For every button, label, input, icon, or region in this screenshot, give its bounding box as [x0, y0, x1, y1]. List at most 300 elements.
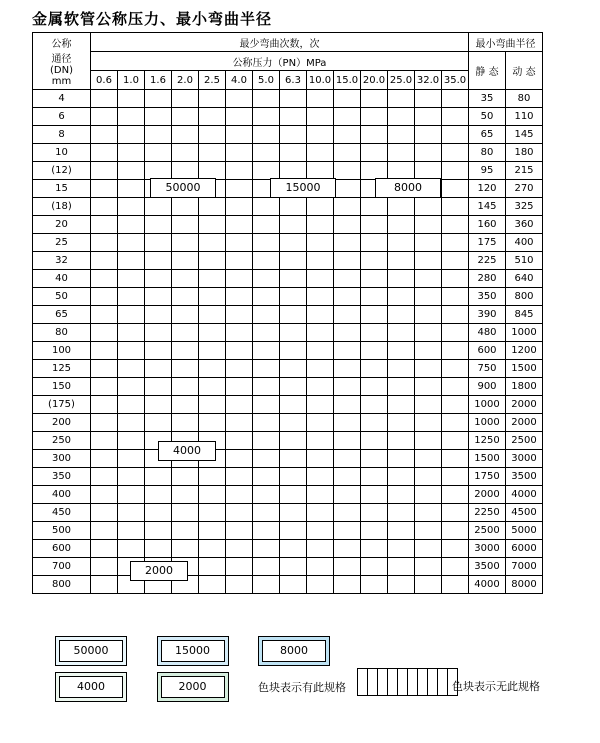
- cell-pn-6: [253, 252, 280, 270]
- cell-pn-3: [172, 360, 199, 378]
- legend-grid-swatch: [357, 668, 458, 696]
- table-row: [33, 432, 543, 450]
- cell-pn-8: [307, 270, 334, 288]
- cell-static-radius: 350: [469, 288, 506, 306]
- cell-pn-3: [172, 396, 199, 414]
- cell-pn-10: [361, 144, 388, 162]
- inline-label-50000: 50000: [150, 178, 216, 198]
- cell-pn-12: [415, 396, 442, 414]
- cell-pn-9: [334, 234, 361, 252]
- legend-swatch-50000: [55, 636, 127, 666]
- cell-pn-10: [361, 360, 388, 378]
- cell-pn-5: [226, 378, 253, 396]
- cell-pn-12: [415, 198, 442, 216]
- cell-pn-7: [280, 468, 307, 486]
- legend-grid-cell: [368, 669, 378, 696]
- cell-dn: 150: [33, 378, 91, 396]
- cell-dn: 80: [33, 324, 91, 342]
- table-row: [33, 234, 543, 252]
- cell-pn-0: [91, 144, 118, 162]
- cell-pn-2: [145, 198, 172, 216]
- cell-pn-13: [442, 288, 469, 306]
- cell-pn-5: [226, 252, 253, 270]
- cell-pn-1: [118, 378, 145, 396]
- legend-swatch-2000: [157, 672, 229, 702]
- cell-pn-3: [172, 414, 199, 432]
- cell-static-radius: 4000: [469, 576, 506, 594]
- cell-static-radius: 225: [469, 252, 506, 270]
- cell-pn-13: [442, 324, 469, 342]
- cell-pn-1: [118, 180, 145, 198]
- cell-dynamic-radius: 4000: [506, 486, 543, 504]
- cell-pn-9: [334, 342, 361, 360]
- cell-dynamic-radius: 510: [506, 252, 543, 270]
- cell-pn-13: [442, 180, 469, 198]
- cell-dn: 65: [33, 306, 91, 324]
- cell-static-radius: 95: [469, 162, 506, 180]
- inline-label-15000: 15000: [270, 178, 336, 198]
- cell-pn-12: [415, 90, 442, 108]
- cell-pn-13: [442, 252, 469, 270]
- cell-pn-10: [361, 162, 388, 180]
- cell-dynamic-radius: 110: [506, 108, 543, 126]
- header-row-1: [33, 33, 543, 52]
- cell-pn-8: [307, 468, 334, 486]
- cell-pn-10: [361, 270, 388, 288]
- cell-pn-9: [334, 378, 361, 396]
- spec-table-container: [32, 32, 543, 594]
- cell-pn-4: [199, 108, 226, 126]
- cell-pn-8: [307, 288, 334, 306]
- cell-pn-12: [415, 522, 442, 540]
- cell-pn-11: [388, 162, 415, 180]
- cell-pn-2: [145, 342, 172, 360]
- legend-label-2000: 2000: [161, 676, 225, 698]
- table-row: [33, 90, 543, 108]
- cell-dynamic-radius: 400: [506, 234, 543, 252]
- cell-pn-12: [415, 558, 442, 576]
- cell-pn-6: [253, 324, 280, 342]
- cell-dynamic-radius: 4500: [506, 504, 543, 522]
- cell-pn-11: [388, 378, 415, 396]
- cell-pn-9: [334, 432, 361, 450]
- cell-pn-9: [334, 324, 361, 342]
- cell-pn-8: [307, 198, 334, 216]
- cell-pn-4: [199, 486, 226, 504]
- cell-pn-7: [280, 162, 307, 180]
- cell-pn-5: [226, 450, 253, 468]
- cell-pn-4: [199, 306, 226, 324]
- cell-pn-6: [253, 270, 280, 288]
- inline-label-2000: 2000: [130, 561, 188, 581]
- cell-pn-13: [442, 450, 469, 468]
- cell-pn-6: [253, 378, 280, 396]
- cell-static-radius: 1000: [469, 414, 506, 432]
- table-body: [33, 90, 543, 594]
- cell-pn-10: [361, 252, 388, 270]
- cell-pn-7: [280, 450, 307, 468]
- cell-static-radius: 1500: [469, 450, 506, 468]
- cell-pn-5: [226, 522, 253, 540]
- cell-pn-12: [415, 288, 442, 306]
- cell-pn-10: [361, 306, 388, 324]
- cell-pn-8: [307, 306, 334, 324]
- cell-pn-11: [388, 126, 415, 144]
- cell-pn-0: [91, 234, 118, 252]
- table-row: [33, 504, 543, 522]
- cell-pn-6: [253, 396, 280, 414]
- cell-dn: 32: [33, 252, 91, 270]
- cell-pn-0: [91, 414, 118, 432]
- cell-pn-9: [334, 108, 361, 126]
- cell-pn-8: [307, 576, 334, 594]
- cell-pn-0: [91, 288, 118, 306]
- cell-pn-1: [118, 234, 145, 252]
- cell-pn-8: [307, 558, 334, 576]
- cell-pn-4: [199, 504, 226, 522]
- cell-pn-8: [307, 360, 334, 378]
- header-static: 静 态: [469, 52, 506, 90]
- cell-pn-7: [280, 504, 307, 522]
- header-pn-9: 15.0: [334, 71, 361, 90]
- cell-dn: 700: [33, 558, 91, 576]
- cell-pn-1: [118, 198, 145, 216]
- cell-dn: 20: [33, 216, 91, 234]
- cell-pn-7: [280, 378, 307, 396]
- cell-pn-11: [388, 396, 415, 414]
- cell-pn-10: [361, 216, 388, 234]
- cell-pn-2: [145, 162, 172, 180]
- header-pn-2: 1.6: [145, 71, 172, 90]
- cell-pn-2: [145, 522, 172, 540]
- cell-pn-13: [442, 198, 469, 216]
- cell-pn-8: [307, 216, 334, 234]
- inline-label-4000: 4000: [158, 441, 216, 461]
- cell-pn-7: [280, 90, 307, 108]
- table-row: [33, 252, 543, 270]
- cell-pn-13: [442, 342, 469, 360]
- cell-pn-8: [307, 432, 334, 450]
- cell-dynamic-radius: 270: [506, 180, 543, 198]
- cell-pn-10: [361, 522, 388, 540]
- cell-pn-8: [307, 252, 334, 270]
- cell-pn-0: [91, 396, 118, 414]
- cell-static-radius: 2000: [469, 486, 506, 504]
- cell-pn-12: [415, 450, 442, 468]
- legend-swatch-4000: [55, 672, 127, 702]
- cell-pn-9: [334, 486, 361, 504]
- cell-dynamic-radius: 360: [506, 216, 543, 234]
- cell-pn-10: [361, 432, 388, 450]
- cell-pn-2: [145, 234, 172, 252]
- table-row: [33, 540, 543, 558]
- cell-pn-4: [199, 342, 226, 360]
- cell-pn-13: [442, 540, 469, 558]
- cell-pn-0: [91, 522, 118, 540]
- cell-pn-3: [172, 162, 199, 180]
- cell-pn-10: [361, 324, 388, 342]
- cell-pn-4: [199, 198, 226, 216]
- table-row: [33, 126, 543, 144]
- cell-pn-4: [199, 468, 226, 486]
- legend-label-4000: 4000: [59, 676, 123, 698]
- cell-pn-7: [280, 576, 307, 594]
- cell-dynamic-radius: 325: [506, 198, 543, 216]
- cell-pn-10: [361, 576, 388, 594]
- cell-pn-9: [334, 540, 361, 558]
- cell-static-radius: 1250: [469, 432, 506, 450]
- cell-pn-5: [226, 360, 253, 378]
- cell-pn-11: [388, 90, 415, 108]
- legend-note-color: 色块表示有此规格: [258, 681, 346, 694]
- table-row: [33, 342, 543, 360]
- cell-pn-13: [442, 396, 469, 414]
- cell-pn-6: [253, 360, 280, 378]
- header-dn-l2: 通径: [51, 54, 72, 65]
- cell-pn-8: [307, 108, 334, 126]
- cell-dn: 500: [33, 522, 91, 540]
- cell-pn-13: [442, 468, 469, 486]
- cell-pn-5: [226, 540, 253, 558]
- cell-pn-9: [334, 360, 361, 378]
- cell-pn-4: [199, 324, 226, 342]
- table-header: [33, 33, 543, 90]
- cell-pn-2: [145, 216, 172, 234]
- cell-pn-5: [226, 324, 253, 342]
- cell-pn-2: [145, 396, 172, 414]
- header-dn-l1: 公称: [51, 39, 72, 50]
- cell-dynamic-radius: 80: [506, 90, 543, 108]
- legend-swatch-15000: [157, 636, 229, 666]
- cell-pn-10: [361, 414, 388, 432]
- cell-pn-5: [226, 216, 253, 234]
- cell-pn-4: [199, 162, 226, 180]
- cell-pn-6: [253, 306, 280, 324]
- cell-pn-13: [442, 432, 469, 450]
- cell-pn-2: [145, 468, 172, 486]
- cell-dynamic-radius: 145: [506, 126, 543, 144]
- table-row: [33, 162, 543, 180]
- header-pn-3: 2.0: [172, 71, 199, 90]
- cell-static-radius: 600: [469, 342, 506, 360]
- cell-pn-6: [253, 504, 280, 522]
- cell-pn-6: [253, 468, 280, 486]
- cell-pn-10: [361, 558, 388, 576]
- cell-pn-13: [442, 270, 469, 288]
- cell-pn-12: [415, 468, 442, 486]
- cell-pn-4: [199, 558, 226, 576]
- cell-pn-9: [334, 90, 361, 108]
- cell-pn-0: [91, 540, 118, 558]
- cell-pn-2: [145, 360, 172, 378]
- table-row: [33, 144, 543, 162]
- cell-pn-5: [226, 180, 253, 198]
- cell-pn-9: [334, 450, 361, 468]
- cell-dynamic-radius: 2000: [506, 396, 543, 414]
- cell-pn-10: [361, 450, 388, 468]
- cell-pn-0: [91, 468, 118, 486]
- cell-pn-11: [388, 306, 415, 324]
- cell-pn-0: [91, 180, 118, 198]
- cell-static-radius: 3000: [469, 540, 506, 558]
- cell-pn-7: [280, 198, 307, 216]
- cell-pn-8: [307, 234, 334, 252]
- cell-dn: 200: [33, 414, 91, 432]
- table-row: [33, 198, 543, 216]
- cell-pn-8: [307, 162, 334, 180]
- header-pn-0: 0.6: [91, 71, 118, 90]
- cell-pn-1: [118, 324, 145, 342]
- cell-pn-10: [361, 108, 388, 126]
- cell-pn-11: [388, 288, 415, 306]
- cell-pn-9: [334, 270, 361, 288]
- cell-pn-4: [199, 522, 226, 540]
- cell-pn-10: [361, 126, 388, 144]
- cell-pn-5: [226, 504, 253, 522]
- table-row: [33, 450, 543, 468]
- cell-pn-1: [118, 396, 145, 414]
- cell-pn-7: [280, 126, 307, 144]
- cell-pn-9: [334, 252, 361, 270]
- cell-pn-4: [199, 90, 226, 108]
- cell-pn-11: [388, 324, 415, 342]
- cell-pn-10: [361, 90, 388, 108]
- cell-dynamic-radius: 3500: [506, 468, 543, 486]
- cell-pn-3: [172, 342, 199, 360]
- cell-pn-11: [388, 234, 415, 252]
- header-dn-l3: (DN): [50, 65, 73, 76]
- cell-pn-7: [280, 306, 307, 324]
- cell-pn-3: [172, 234, 199, 252]
- cell-pn-3: [172, 126, 199, 144]
- cell-dn: 350: [33, 468, 91, 486]
- cell-pn-5: [226, 162, 253, 180]
- cell-pn-13: [442, 144, 469, 162]
- cell-pn-11: [388, 486, 415, 504]
- cell-pn-13: [442, 162, 469, 180]
- cell-pn-4: [199, 216, 226, 234]
- cell-static-radius: 1750: [469, 468, 506, 486]
- cell-pn-12: [415, 378, 442, 396]
- cell-static-radius: 3500: [469, 558, 506, 576]
- legend-grid-cell: [418, 669, 428, 696]
- legend-grid-cell: [408, 669, 418, 696]
- cell-pn-6: [253, 522, 280, 540]
- cell-dynamic-radius: 640: [506, 270, 543, 288]
- cell-pn-9: [334, 522, 361, 540]
- cell-pn-11: [388, 432, 415, 450]
- cell-pn-4: [199, 396, 226, 414]
- cell-dynamic-radius: 7000: [506, 558, 543, 576]
- cell-pn-8: [307, 522, 334, 540]
- cell-pn-12: [415, 324, 442, 342]
- cell-pn-2: [145, 252, 172, 270]
- cell-pn-8: [307, 342, 334, 360]
- cell-pn-1: [118, 414, 145, 432]
- cell-pn-9: [334, 198, 361, 216]
- legend-grid-cell: [398, 669, 408, 696]
- cell-pn-1: [118, 504, 145, 522]
- cell-pn-5: [226, 108, 253, 126]
- cell-static-radius: 35: [469, 90, 506, 108]
- cell-pn-1: [118, 162, 145, 180]
- cell-pn-0: [91, 576, 118, 594]
- cell-dynamic-radius: 5000: [506, 522, 543, 540]
- cell-pn-1: [118, 432, 145, 450]
- cell-pn-7: [280, 522, 307, 540]
- cell-pn-4: [199, 576, 226, 594]
- cell-pn-12: [415, 486, 442, 504]
- cell-pn-6: [253, 162, 280, 180]
- table-row: [33, 324, 543, 342]
- cell-pn-1: [118, 360, 145, 378]
- cell-pn-7: [280, 324, 307, 342]
- header-min-radius: 最小弯曲半径: [469, 33, 543, 52]
- cell-pn-6: [253, 342, 280, 360]
- cell-pn-10: [361, 540, 388, 558]
- cell-pn-7: [280, 540, 307, 558]
- cell-dynamic-radius: 845: [506, 306, 543, 324]
- cell-pn-5: [226, 342, 253, 360]
- cell-pn-6: [253, 414, 280, 432]
- header-pn-7: 6.3: [280, 71, 307, 90]
- header-dn-cell: [33, 33, 91, 90]
- cell-pn-13: [442, 486, 469, 504]
- cell-pn-5: [226, 234, 253, 252]
- cell-pn-3: [172, 324, 199, 342]
- header-row-2: [33, 52, 543, 71]
- cell-pn-2: [145, 414, 172, 432]
- cell-pn-7: [280, 288, 307, 306]
- cell-pn-5: [226, 270, 253, 288]
- cell-pn-5: [226, 414, 253, 432]
- cell-pn-13: [442, 504, 469, 522]
- cell-pn-11: [388, 450, 415, 468]
- cell-pn-2: [145, 108, 172, 126]
- cell-pn-3: [172, 522, 199, 540]
- cell-pn-0: [91, 378, 118, 396]
- cell-dn: (18): [33, 198, 91, 216]
- cell-dynamic-radius: 1500: [506, 360, 543, 378]
- cell-pn-3: [172, 540, 199, 558]
- cell-pn-12: [415, 216, 442, 234]
- cell-pn-3: [172, 90, 199, 108]
- cell-dn: 600: [33, 540, 91, 558]
- cell-pn-10: [361, 234, 388, 252]
- cell-pn-0: [91, 162, 118, 180]
- cell-pn-6: [253, 126, 280, 144]
- cell-dn: 50: [33, 288, 91, 306]
- header-pn-10: 20.0: [361, 71, 388, 90]
- cell-pn-11: [388, 540, 415, 558]
- cell-pn-10: [361, 504, 388, 522]
- cell-static-radius: 145: [469, 198, 506, 216]
- cell-pn-9: [334, 216, 361, 234]
- cell-pn-9: [334, 126, 361, 144]
- cell-pn-11: [388, 144, 415, 162]
- cell-static-radius: 280: [469, 270, 506, 288]
- cell-pn-0: [91, 252, 118, 270]
- table-row: [33, 414, 543, 432]
- cell-pn-1: [118, 108, 145, 126]
- cell-pn-13: [442, 234, 469, 252]
- cell-pn-9: [334, 396, 361, 414]
- cell-static-radius: 1000: [469, 396, 506, 414]
- cell-pn-0: [91, 360, 118, 378]
- cell-pn-5: [226, 468, 253, 486]
- cell-pn-13: [442, 558, 469, 576]
- header-dynamic: 动 态: [506, 52, 543, 90]
